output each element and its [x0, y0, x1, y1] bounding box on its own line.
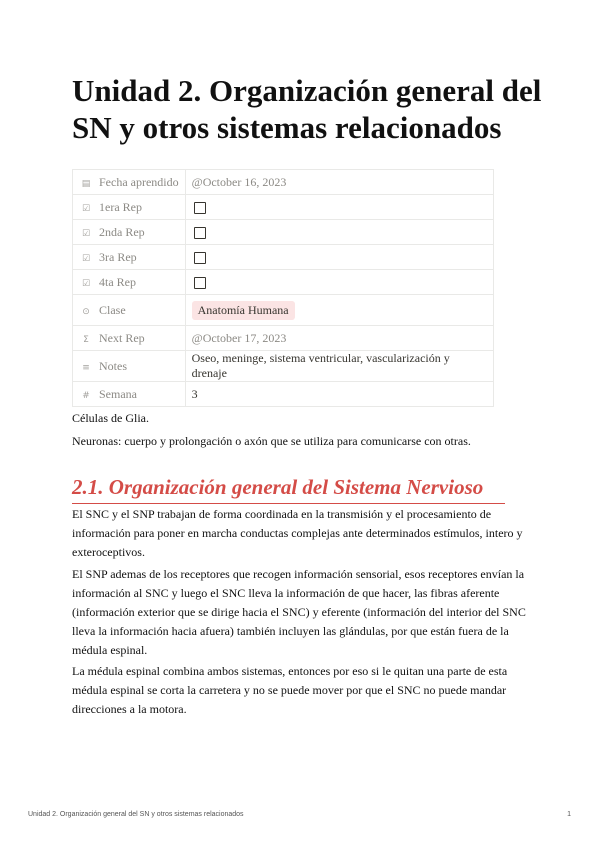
property-value-text: Oseo, meninge, sistema ventricular, vascularización y drenaje: [191, 351, 450, 380]
properties-table: [72, 169, 494, 407]
calendar-icon: ▤: [81, 178, 91, 189]
checkbox-icon: ☑: [81, 228, 91, 239]
checkbox-icon: ☑: [81, 253, 91, 264]
page-footer: [28, 811, 573, 818]
paragraph-medula-espinal: La médula espinal combina ambos sistemas, entonces por eso si le quitan una parte de esta médula espinal se corta la carretera y no se puede mover por que el SNC no puede mandar direcciones a la motora.: [72, 664, 508, 716]
property-key-label: Notes: [99, 358, 127, 373]
property-value: [185, 245, 493, 270]
property-row: [73, 220, 494, 245]
footer-title: Unidad 2. Organización general del SN y otros sistemas relacionados: [28, 811, 244, 818]
checkbox[interactable]: [194, 202, 206, 214]
paragraph-snp-receptores: El SNP ademas de los receptores que recogen información sensorial, esos receptores envían la información al SNC y luego el SNC lleva la información de que hacer, las fibras aferente (información exterior que se dirige hacia el SNC) y eferente (información del interior del SNC lleva la información hacia afuera) también incluyen las glándulas, por que están fuera de la médula espinal.: [72, 567, 526, 657]
property-key-label: 3ra Rep: [99, 249, 137, 264]
number-icon: #: [82, 390, 90, 401]
property-key-label: Semana: [99, 386, 137, 401]
property-key-label: Next Rep: [99, 330, 145, 345]
property-row: [73, 195, 494, 220]
property-value-text: @October 17, 2023: [191, 330, 287, 345]
property-row: [73, 170, 494, 195]
paragraph-snc-snp: El SNC y el SNP trabajan de forma coordinada en la transmisión y el procesamiento de información para poner en marcha conductas complejas ante determinados estímulos, intero y exteroceptivos.: [72, 507, 523, 559]
checkbox-icon: ☑: [81, 203, 91, 214]
text-icon: ≡: [82, 362, 90, 373]
property-key: [73, 382, 186, 407]
page-number: 1: [567, 811, 571, 818]
property-key-label: 2nda Rep: [99, 224, 145, 239]
property-value[interactable]: [185, 326, 493, 351]
property-row: [73, 295, 494, 326]
property-key-label: 1era Rep: [99, 199, 142, 214]
checkbox[interactable]: [194, 277, 206, 289]
property-value[interactable]: [185, 170, 493, 195]
property-value: [185, 270, 493, 295]
property-row: [73, 270, 494, 295]
intro-neuronas: Neuronas: cuerpo y prolongación o axón que se utiliza para comunicarse con otras.: [72, 434, 471, 448]
property-key: [73, 295, 186, 326]
property-key-label: Clase: [99, 302, 126, 317]
section-heading: 2.1. Organización general del Sistema Nervioso: [72, 475, 484, 499]
property-value-text: @October 16, 2023: [191, 174, 287, 189]
property-key-label: Fecha aprendido: [99, 174, 179, 189]
section-heading-underline: [72, 503, 505, 504]
property-key: [73, 170, 186, 195]
property-key: [73, 326, 186, 351]
property-value[interactable]: [185, 382, 493, 407]
property-value: [185, 195, 493, 220]
property-row: [73, 382, 494, 407]
intro-glia: Células de Glia.: [72, 411, 149, 425]
property-value[interactable]: [185, 295, 493, 326]
property-row: [73, 245, 494, 270]
checkbox[interactable]: [194, 252, 206, 264]
property-value[interactable]: [185, 351, 493, 382]
property-key: [73, 245, 186, 270]
property-row: [73, 351, 494, 382]
property-value-text: 3: [191, 386, 198, 401]
class-tag: Anatomía Humana: [192, 301, 295, 320]
checkbox-icon: ☑: [81, 278, 91, 289]
property-key: [73, 220, 186, 245]
property-key: [73, 351, 186, 382]
property-row: [73, 326, 494, 351]
checkbox[interactable]: [194, 227, 206, 239]
property-key: [73, 270, 186, 295]
select-icon: ⊙: [82, 306, 90, 317]
page-title: Unidad 2. Organización general del SN y otros sistemas relacionados: [72, 73, 542, 145]
property-key: [73, 195, 186, 220]
property-key-label: 4ta Rep: [99, 274, 136, 289]
property-value: [185, 220, 493, 245]
formula-icon: Σ: [83, 334, 89, 345]
